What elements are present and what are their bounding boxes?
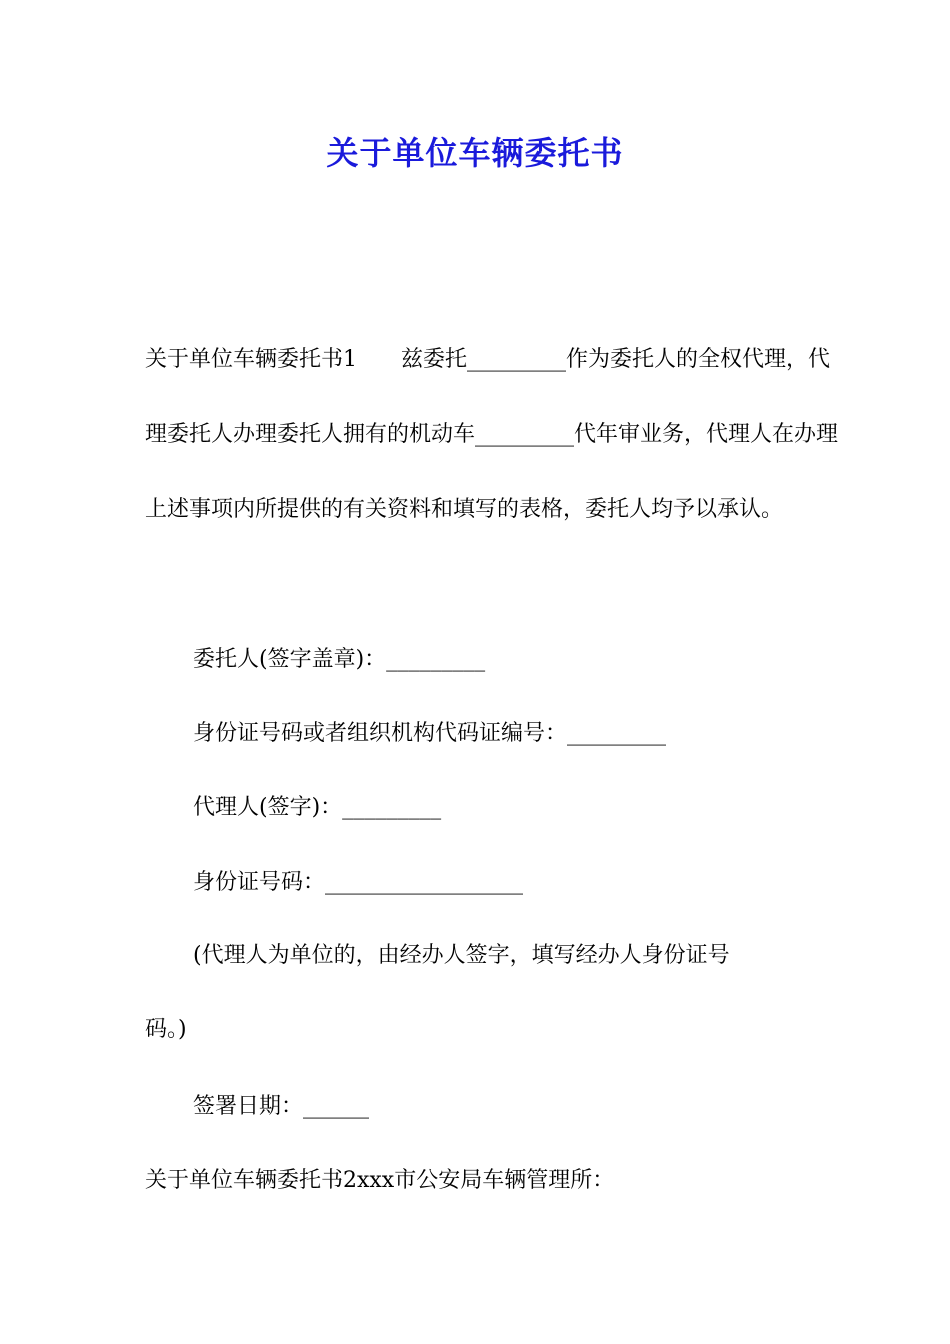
agent-signature-field: 代理人(签字)：_________	[193, 795, 442, 820]
agent-note-line-1: (代理人为单位的，由经办人签字，填写经办人身份证号	[193, 943, 730, 968]
principal-signature-field: 委托人(签字盖章)：_________	[193, 647, 486, 672]
sign-date-field: 签署日期：______	[193, 1094, 370, 1119]
second-letter-heading: 关于单位车辆委托书2xxx市公安局车辆管理所：	[145, 1168, 615, 1193]
id-or-org-code-field: 身份证号码或者组织机构代码证编号：_________	[193, 721, 667, 746]
agent-id-field: 身份证号码：__________________	[193, 870, 524, 895]
document-title: 关于单位车辆委托书	[326, 134, 624, 172]
agent-note-line-2: 码。)	[145, 1017, 187, 1042]
body-paragraph-1: 关于单位车辆委托书1 兹委托_________作为委托人的全权代理，代理委托人办理委托人拥有的机动车_________代年审业务，代理人在办理上述事项内所提供的有关资料和填写的表格，委托人均予以承认。	[145, 347, 839, 522]
